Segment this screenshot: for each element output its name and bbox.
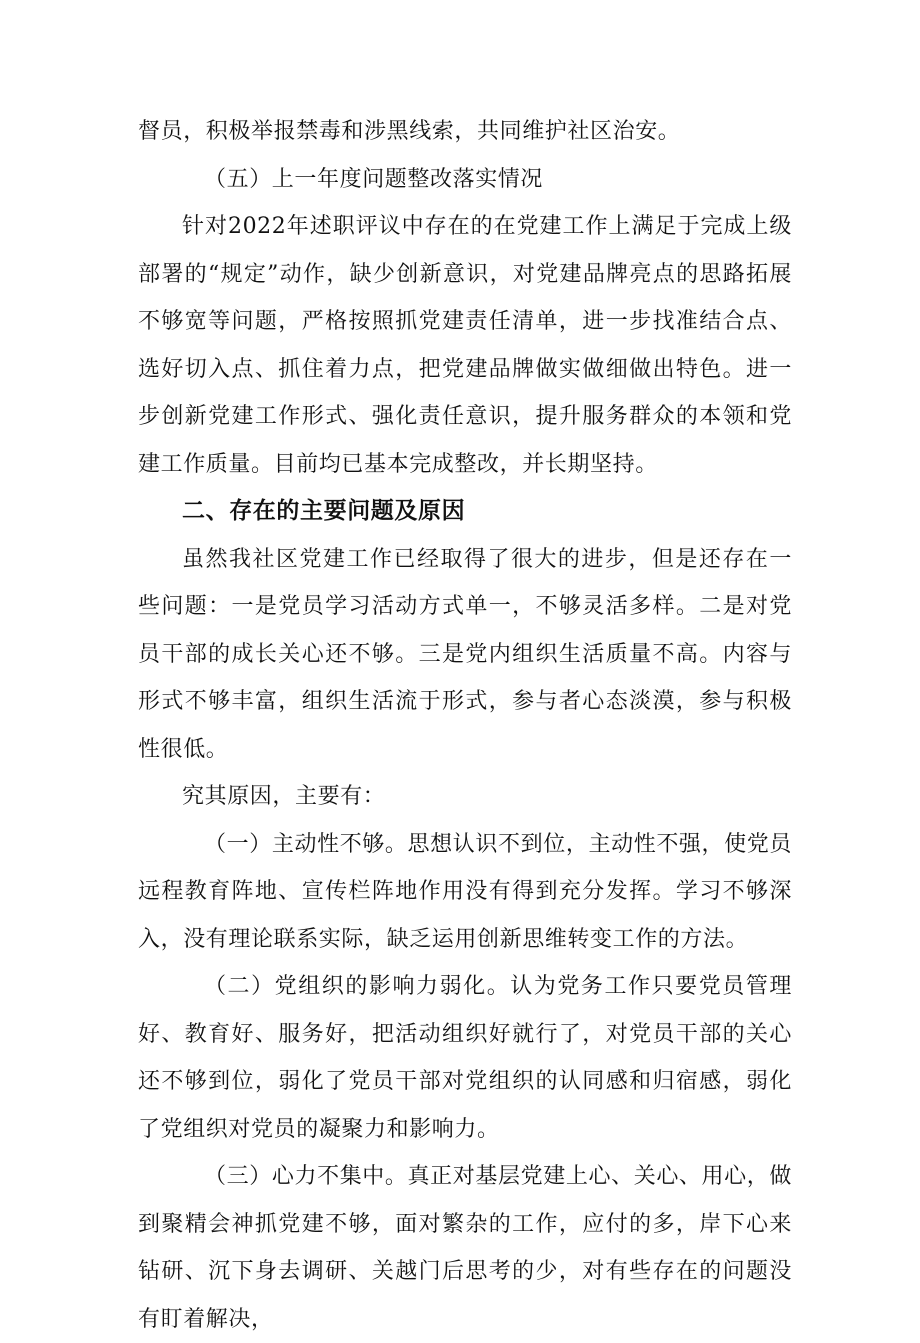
- paragraph-rectification: 针对2022年述职评议中存在的在党建工作上满足于完成上级部署的“规定”动作，缺少创新意识，对党建品牌亮点的思路拓展不够宽等问题，严格按照抓党建责任清单，进一步找准结合点、选好切入点、抓住着力点，把党建品牌做实做细做出特色。进一步创新党建工作形式、强化责任意识，提升服务群众的本领和党建工作质量。目前均已基本完成整改，并长期坚持。: [138, 214, 792, 477]
- paragraph-reason-three: （三）心力不集中。真正对基层党建上心、关心、用心，做到聚精会神抓党建不够，面对繁杂的工作，应付的多，岸下心来钻研、沉下身去调研、关越门后思考的少，对有些存在的问题没有盯着解决，: [138, 1164, 792, 1332]
- paragraph-reason-two: （二）党组织的影响力弱化。认为党务工作只要党员管理好、教育好、服务好，把活动组织好就行了，对党员干部的关心还不够到位，弱化了党员干部对党组织的认同感和归宿感，弱化了党组织对党员的凝聚力和影响力。: [138, 974, 792, 1142]
- paragraph-problems: 虽然我社区党建工作已经取得了很大的进步，但是还存在一些问题：一是党员学习活动方式单一，不够灵活多样。二是对党员干部的成长关心还不够。三是党内组织生活质量不高。内容与形式不够丰富，组织生活流于形式，参与者心态淡漠，参与积极性很低。: [138, 546, 792, 762]
- paragraph-continuation: 督员，积极举报禁毒和涉黑线索，共同维护社区治安。: [138, 119, 681, 144]
- section-two-heading: 二、存在的主要问题及原因: [182, 498, 466, 524]
- paragraph-reasons-intro: 究其原因，主要有：: [182, 784, 386, 809]
- document-page: [138, 108, 792, 1343]
- paragraph-reason-one: （一）主动性不够。思想认识不到位，主动性不强，使党员远程教育阵地、宣传栏阵地作用没有得到充分发挥。学习不够深入，没有理论联系实际，缺乏运用创新思维转变工作的方法。: [138, 831, 792, 952]
- subsection-five-title: （五）上一年度问题整改落实情况: [204, 166, 544, 192]
